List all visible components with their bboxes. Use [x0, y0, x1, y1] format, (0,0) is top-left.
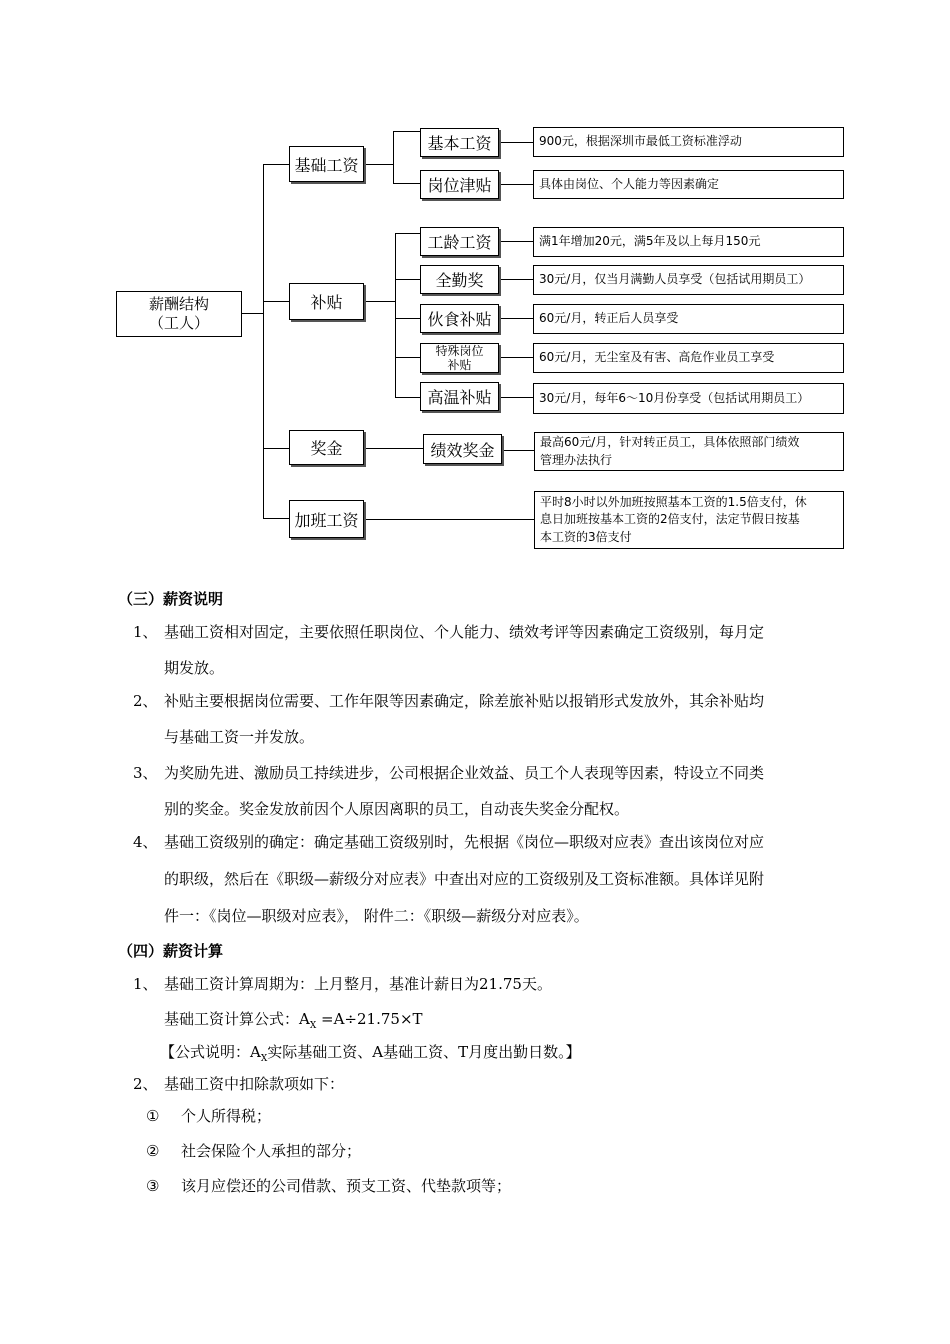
connector [500, 184, 533, 185]
group-label: 补贴 [310, 293, 343, 312]
group-overtime [289, 500, 364, 538]
paragraph-line: 与基础工资一并发放。 [164, 728, 315, 746]
formula-line [164, 1005, 423, 1040]
connector [393, 183, 420, 184]
group-label: 基础工资 [294, 155, 359, 175]
item-seniority-pay [420, 227, 499, 256]
connector [364, 448, 423, 449]
connector [364, 301, 396, 302]
connector [241, 313, 264, 314]
paragraph-line: 基础工资计算周期为：上月整月，基准计薪日为21.75天。 [164, 975, 552, 993]
desc-text: 满1年增加20元，满5年及以上每月150元 [539, 234, 761, 249]
item-number: 1、 [133, 623, 158, 641]
connector [263, 448, 289, 449]
item-label-line2: 补贴 [447, 358, 472, 372]
item-performance-bonus [423, 434, 502, 464]
desc-line1: 最高60元/月，针对转正员工，具体依照部门绩效 [540, 435, 800, 450]
desc-position-allowance [533, 170, 844, 199]
desc-text: 30元/月，每年6～10月份享受（包括试用期员工） [539, 390, 810, 405]
salary-structure-diagram [0, 0, 950, 570]
connector [393, 131, 394, 183]
desc-base-salary [533, 127, 844, 157]
paragraph-line: 别的奖金。奖金发放前因个人原因离职的员工，自动丧失奖金分配权。 [164, 800, 630, 818]
deduction-mark: ③ [146, 1177, 160, 1195]
deduction-text: 社会保险个人承担的部分； [181, 1142, 362, 1160]
group-basic-wage [289, 146, 364, 182]
group-label: 加班工资 [294, 510, 359, 530]
item-high-temperature-allowance [420, 382, 499, 411]
connector [395, 357, 420, 358]
note-subscript: X [260, 1054, 268, 1064]
connector [500, 241, 533, 242]
item-label: 基本工资 [427, 134, 492, 153]
section4-heading: （四）薪资计算 [118, 942, 224, 960]
desc-text: 900元，根据深圳市最低工资标准浮动 [539, 134, 742, 149]
desc-overtime-pay [534, 491, 844, 549]
deduction-text: 个人所得税； [181, 1107, 272, 1125]
paragraph-line: 为奖励先进、激励员工持续进步，公司根据企业效益、员工个人表现等因素，特设立不同类 [164, 764, 765, 782]
desc-line3: 本工资的3倍支付 [540, 529, 632, 544]
root-line1: 薪酬结构 [148, 295, 209, 314]
paragraph-line: 基础工资级别的确定：确定基础工资级别时，先根据《岗位—职级对应表》查出该岗位对应 [164, 833, 765, 851]
connector [500, 318, 533, 319]
item-attendance-bonus [420, 265, 499, 294]
section3-heading: （三）薪资说明 [118, 590, 224, 608]
connector [395, 233, 396, 397]
desc-text: 30元/月，仅当月满勤人员享受（包括试用期员工） [539, 272, 811, 287]
group-allowance [289, 283, 364, 320]
root-line2: （工人） [148, 314, 209, 332]
desc-line1: 平时8小时以外加班按照基本工资的1.5倍支付，休 [540, 494, 807, 509]
connector [395, 318, 420, 319]
item-label: 绩效奖金 [430, 440, 495, 460]
deduction-text: 该月应偿还的公司借款、预支工资、代垫款项等； [181, 1177, 512, 1195]
connector [500, 142, 533, 143]
connector [500, 357, 533, 358]
item-position-allowance [420, 170, 499, 199]
paragraph-line: 件一：《岗位—职级对应表》， 附件二：《职级—薪级分对应表》。 [164, 907, 589, 925]
desc-seniority-pay [533, 227, 844, 257]
deduction-mark: ② [146, 1142, 160, 1160]
deduction-mark: ① [146, 1107, 160, 1125]
paragraph-line: 期发放。 [164, 659, 225, 677]
connector [263, 301, 289, 302]
desc-text: 60元/月，转正后人员享受 [539, 311, 679, 326]
formula-suffix: =A÷21.75×T [316, 1010, 423, 1028]
root-node [116, 291, 242, 337]
group-label: 奖金 [310, 439, 343, 458]
connector [395, 279, 420, 280]
connector [263, 518, 289, 519]
connector [263, 164, 289, 165]
formula-subscript: X [309, 1021, 317, 1031]
item-label: 伙食补贴 [427, 310, 492, 329]
item-number: 3、 [133, 764, 158, 782]
desc-text: 具体由岗位、个人能力等因素确定 [539, 176, 720, 191]
connector [393, 131, 420, 132]
item-label: 全勤奖 [435, 271, 484, 290]
formula-prefix: 基础工资计算公式：A [164, 1010, 310, 1028]
item-label: 岗位津贴 [427, 176, 492, 195]
connector [263, 164, 264, 519]
desc-line2: 管理办法执行 [540, 452, 613, 467]
paragraph-line: 的职级，然后在《职级—薪级分对应表》中查出对应的工资级别及工资标准额。具体详见附 [164, 870, 765, 888]
note-suffix: 实际基础工资、A基础工资、T月度出勤日数。】 [267, 1043, 581, 1061]
desc-attendance-bonus [533, 265, 844, 295]
item-number: 2、 [133, 1075, 158, 1093]
desc-meal-allowance [533, 304, 844, 334]
connector [500, 450, 534, 451]
connector [500, 397, 533, 398]
item-label: 高温补贴 [427, 388, 492, 407]
item-special-position-allowance [420, 343, 499, 373]
paragraph-line: 补贴主要根据岗位需要、工作年限等因素确定，除差旅补贴以报销形式发放外，其余补贴均 [164, 692, 765, 710]
connector [364, 164, 393, 165]
item-number: 4、 [133, 833, 158, 851]
connector [500, 279, 533, 280]
item-meal-allowance [420, 304, 499, 333]
desc-text: 60元/月，无尘室及有害、高危作业员工享受 [539, 350, 775, 365]
connector [395, 397, 420, 398]
item-label-line1: 特殊岗位 [435, 343, 484, 358]
desc-line2: 息日加班按基本工资的2倍支付，法定节假日按基 [540, 512, 800, 527]
paragraph-line: 基础工资相对固定，主要依照任职岗位、个人能力、绩效考评等因素确定工资级别，每月定 [164, 623, 765, 641]
item-number: 1、 [133, 975, 158, 993]
group-bonus [289, 430, 364, 465]
desc-special-position-allowance [533, 343, 844, 373]
paragraph-line: 基础工资中扣除款项如下： [164, 1075, 345, 1093]
connector [395, 233, 420, 234]
item-label: 工龄工资 [427, 233, 492, 252]
connector [364, 519, 534, 520]
desc-high-temperature-allowance [533, 383, 844, 414]
item-base-salary [420, 128, 499, 157]
item-number: 2、 [133, 692, 158, 710]
note-prefix: 【公式说明：A [160, 1043, 261, 1061]
desc-performance-bonus [534, 432, 844, 471]
